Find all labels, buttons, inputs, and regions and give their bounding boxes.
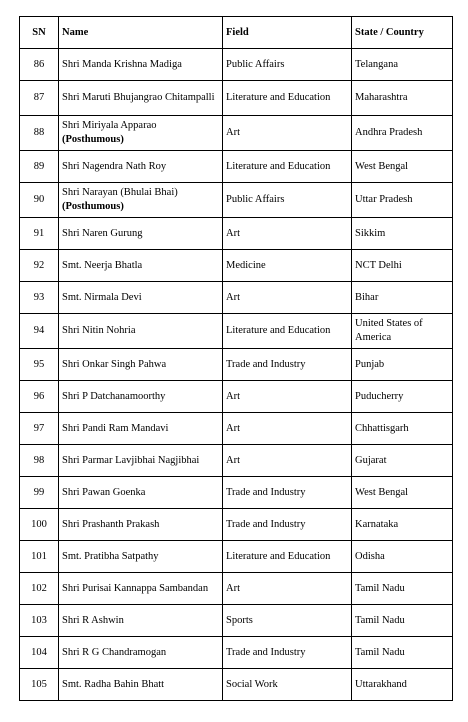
- table-row: [20, 49, 453, 81]
- awardee-name: Smt. Radha Bahin Bhatt: [62, 678, 165, 690]
- cell-name: [59, 250, 223, 282]
- table-row: [20, 605, 453, 637]
- cell-name: [59, 116, 223, 151]
- cell-sn: 89: [20, 151, 59, 183]
- cell-field: Art: [223, 413, 352, 445]
- cell-field: Art: [223, 282, 352, 314]
- cell-sn: 99: [20, 477, 59, 509]
- cell-name: [59, 218, 223, 250]
- posthumous-note: (Posthumous): [62, 134, 124, 145]
- cell-field: Public Affairs: [223, 183, 352, 218]
- awardee-name: Shri Nagendra Nath Roy: [62, 160, 167, 172]
- cell-state: Chhattisgarh: [352, 413, 453, 445]
- cell-sn: 101: [20, 541, 59, 573]
- cell-state: NCT Delhi: [352, 250, 453, 282]
- cell-name: [59, 314, 223, 349]
- cell-field: Trade and Industry: [223, 637, 352, 669]
- cell-state: Andhra Pradesh: [352, 116, 453, 151]
- cell-field: Literature and Education: [223, 314, 352, 349]
- cell-state: Telangana: [352, 49, 453, 81]
- cell-name: [59, 541, 223, 573]
- cell-name: [59, 669, 223, 701]
- header-field: Field: [223, 17, 352, 49]
- awardee-name: Shri Manda Krishna Madiga: [62, 58, 182, 70]
- cell-sn: 88: [20, 116, 59, 151]
- cell-state: Uttar Pradesh: [352, 183, 453, 218]
- awardees-table: [19, 16, 453, 701]
- table-row: [20, 573, 453, 605]
- cell-field: Art: [223, 381, 352, 413]
- cell-name: [59, 349, 223, 381]
- header-sn: SN: [20, 17, 59, 49]
- cell-sn: 93: [20, 282, 59, 314]
- cell-sn: 95: [20, 349, 59, 381]
- awardee-name: Shri Purisai Kannappa Sambandan: [62, 582, 209, 594]
- cell-sn: 100: [20, 509, 59, 541]
- cell-sn: 96: [20, 381, 59, 413]
- cell-field: Literature and Education: [223, 541, 352, 573]
- cell-name: [59, 151, 223, 183]
- awardee-name: Shri Miriyala Apparao: [62, 120, 157, 131]
- cell-field: Trade and Industry: [223, 509, 352, 541]
- cell-state: United States of America: [352, 314, 453, 349]
- table-row: [20, 349, 453, 381]
- cell-field: Trade and Industry: [223, 477, 352, 509]
- table-row: [20, 151, 453, 183]
- awardee-name: Shri Narayan (Bhulai Bhai): [62, 187, 178, 198]
- cell-sn: 97: [20, 413, 59, 445]
- cell-state: Karnataka: [352, 509, 453, 541]
- awardee-name: Smt. Nirmala Devi: [62, 291, 142, 303]
- cell-sn: 104: [20, 637, 59, 669]
- table-row: [20, 477, 453, 509]
- awardee-name: Smt. Neerja Bhatla: [62, 259, 143, 271]
- table-row: [20, 183, 453, 218]
- awardee-name: Shri Prashanth Prakash: [62, 518, 160, 530]
- cell-sn: 98: [20, 445, 59, 477]
- cell-state: Punjab: [352, 349, 453, 381]
- cell-state: Gujarat: [352, 445, 453, 477]
- cell-field: Sports: [223, 605, 352, 637]
- posthumous-note: (Posthumous): [62, 201, 124, 212]
- awardee-name: Shri Parmar Lavjibhai Nagjibhai: [62, 454, 200, 466]
- cell-sn: 87: [20, 81, 59, 116]
- cell-sn: 86: [20, 49, 59, 81]
- cell-state: Tamil Nadu: [352, 605, 453, 637]
- cell-field: Trade and Industry: [223, 349, 352, 381]
- cell-state: Maharashtra: [352, 81, 453, 116]
- cell-state: Bihar: [352, 282, 453, 314]
- cell-name: [59, 49, 223, 81]
- cell-name: [59, 477, 223, 509]
- table-row: [20, 509, 453, 541]
- cell-field: Social Work: [223, 669, 352, 701]
- table-row: [20, 250, 453, 282]
- table-row: [20, 218, 453, 250]
- awardee-name: Shri Maruti Bhujangrao Chitampalli: [62, 92, 215, 103]
- cell-name: [59, 81, 223, 116]
- cell-sn: 105: [20, 669, 59, 701]
- cell-state: Sikkim: [352, 218, 453, 250]
- table-row: [20, 282, 453, 314]
- cell-name: [59, 637, 223, 669]
- cell-name: [59, 183, 223, 218]
- cell-name: [59, 445, 223, 477]
- cell-name: [59, 605, 223, 637]
- cell-sn: 91: [20, 218, 59, 250]
- cell-sn: 92: [20, 250, 59, 282]
- cell-name: [59, 282, 223, 314]
- table-row: [20, 541, 453, 573]
- awardee-name: Shri R G Chandramogan: [62, 646, 167, 658]
- cell-state: Odisha: [352, 541, 453, 573]
- header-name: Name: [59, 17, 223, 49]
- cell-name: [59, 413, 223, 445]
- awardee-name: Shri Pawan Goenka: [62, 486, 146, 498]
- cell-sn: 94: [20, 314, 59, 349]
- table-row: [20, 669, 453, 701]
- header-row: [20, 17, 453, 49]
- table-row: [20, 637, 453, 669]
- header-state: State / Country: [352, 17, 453, 49]
- cell-field: Art: [223, 116, 352, 151]
- awardee-name: Smt. Pratibha Satpathy: [62, 550, 159, 562]
- cell-sn: 103: [20, 605, 59, 637]
- cell-sn: 102: [20, 573, 59, 605]
- table-row: [20, 81, 453, 116]
- cell-field: Art: [223, 573, 352, 605]
- table-row: [20, 116, 453, 151]
- cell-field: Art: [223, 445, 352, 477]
- table-row: [20, 381, 453, 413]
- cell-state: Puducherry: [352, 381, 453, 413]
- table-row: [20, 445, 453, 477]
- cell-name: [59, 381, 223, 413]
- cell-state: Tamil Nadu: [352, 637, 453, 669]
- cell-field: Art: [223, 218, 352, 250]
- cell-field: Medicine: [223, 250, 352, 282]
- table-row: [20, 413, 453, 445]
- cell-name: [59, 573, 223, 605]
- cell-field: Literature and Education: [223, 151, 352, 183]
- cell-field: Public Affairs: [223, 49, 352, 81]
- awardee-name: Shri Naren Gurung: [62, 227, 143, 239]
- table-row: [20, 314, 453, 349]
- cell-state: West Bengal: [352, 151, 453, 183]
- cell-sn: 90: [20, 183, 59, 218]
- awardee-name: Shri P Datchanamoorthy: [62, 390, 166, 402]
- awardee-name: Shri Nitin Nohria: [62, 325, 136, 336]
- awardee-name: Shri Onkar Singh Pahwa: [62, 358, 167, 370]
- table-body: [20, 49, 453, 701]
- awardee-name: Shri R Ashwin: [62, 614, 124, 626]
- awardee-name: Shri Pandi Ram Mandavi: [62, 422, 169, 434]
- cell-state: Uttarakhand: [352, 669, 453, 701]
- cell-name: [59, 509, 223, 541]
- cell-state: West Bengal: [352, 477, 453, 509]
- cell-state: Tamil Nadu: [352, 573, 453, 605]
- cell-field: Literature and Education: [223, 81, 352, 116]
